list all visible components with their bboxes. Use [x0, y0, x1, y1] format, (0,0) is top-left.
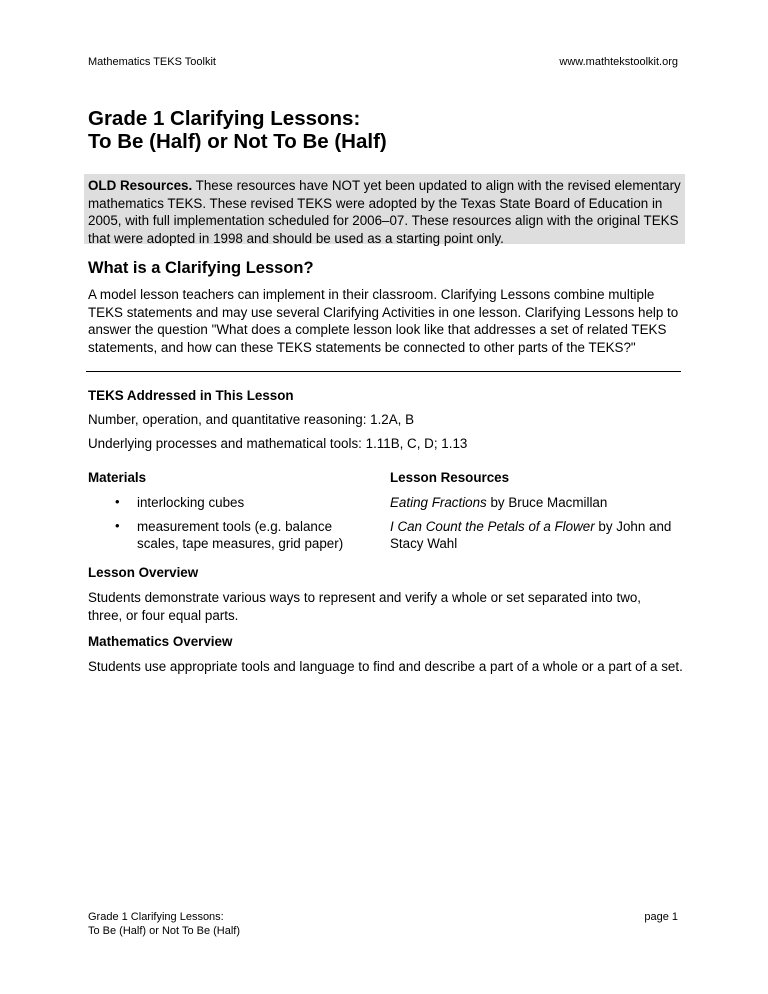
lesson-overview-text: Students demonstrate various ways to represent and verify a whole or set separated into two, three, or four equal parts. — [88, 590, 642, 623]
bullet-icon: • — [115, 494, 120, 509]
footer-lesson-title — [88, 910, 240, 938]
materials-heading: Materials — [88, 470, 147, 485]
page-title-line-1: Grade 1 Clarifying Lessons: — [88, 107, 361, 130]
teks-line-2: Underlying processes and mathematical tools: 1.11B, C, D; 1.13 — [88, 436, 468, 451]
materials-item: interlocking cubes — [137, 495, 245, 510]
math-overview-text: Students use appropriate tools and language to find and describe a part of a whole or a part of a set. — [88, 659, 683, 674]
resource-title: Eating Fractions — [390, 495, 487, 510]
notice-label: OLD Resources. — [88, 178, 193, 193]
footer-line-2: To Be (Half) or Not To Be (Half) — [88, 925, 241, 937]
resource-item — [390, 518, 680, 552]
math-overview-heading: Mathematics Overview — [88, 634, 233, 649]
clarifying-lesson-heading: What is a Clarifying Lesson? — [88, 259, 314, 277]
lesson-overview-heading: Lesson Overview — [88, 565, 199, 580]
page-number: page 1 — [644, 911, 678, 923]
bullet-icon: • — [115, 518, 120, 533]
materials-item: measurement tools (e.g. balance scales, tape measures, grid paper) — [137, 519, 344, 551]
resources-heading: Lesson Resources — [390, 470, 510, 485]
old-resources-notice — [84, 174, 685, 244]
resource-title: I Can Count the Petals of a Flower — [390, 519, 595, 534]
header-url-link[interactable]: www.mathtekstoolkit.org — [559, 56, 678, 68]
clarifying-lesson-text: A model lesson teachers can implement in their classroom. Clarifying Lessons combine multiple TEKS statements and may use several Clarifying Activities in one lesson. Clarifying Lessons help to answer the question "What does a complete lesson look like that addresses a set of related TEKS statements, and how can these TEKS statements be connected to other parts of the TEKS?" — [88, 287, 679, 355]
resource-author: by John and Stacy Wahl — [390, 519, 672, 551]
resource-author: by Bruce Macmillan — [486, 495, 608, 510]
section-divider — [86, 371, 681, 372]
footer-line-1: Grade 1 Clarifying Lessons: — [88, 911, 224, 923]
notice-text: These resources have NOT yet been updated to align with the revised elementary mathematics TEKS. These revised TEKS were adopted by the Texas State Board of Education in 2005, with full implementation scheduled for 2006–07. These resources align with the original TEKS that were adopted in 1998 and should be used as a starting point only. — [88, 178, 681, 246]
resource-item — [390, 494, 690, 511]
page-title — [88, 107, 688, 153]
teks-heading: TEKS Addressed in This Lesson — [88, 388, 294, 403]
teks-line-1: Number, operation, and quantitative reasoning: 1.2A, B — [88, 412, 415, 427]
page-title-line-2: To Be (Half) or Not To Be (Half) — [88, 130, 387, 153]
header-site-title: Mathematics TEKS Toolkit — [88, 56, 216, 68]
